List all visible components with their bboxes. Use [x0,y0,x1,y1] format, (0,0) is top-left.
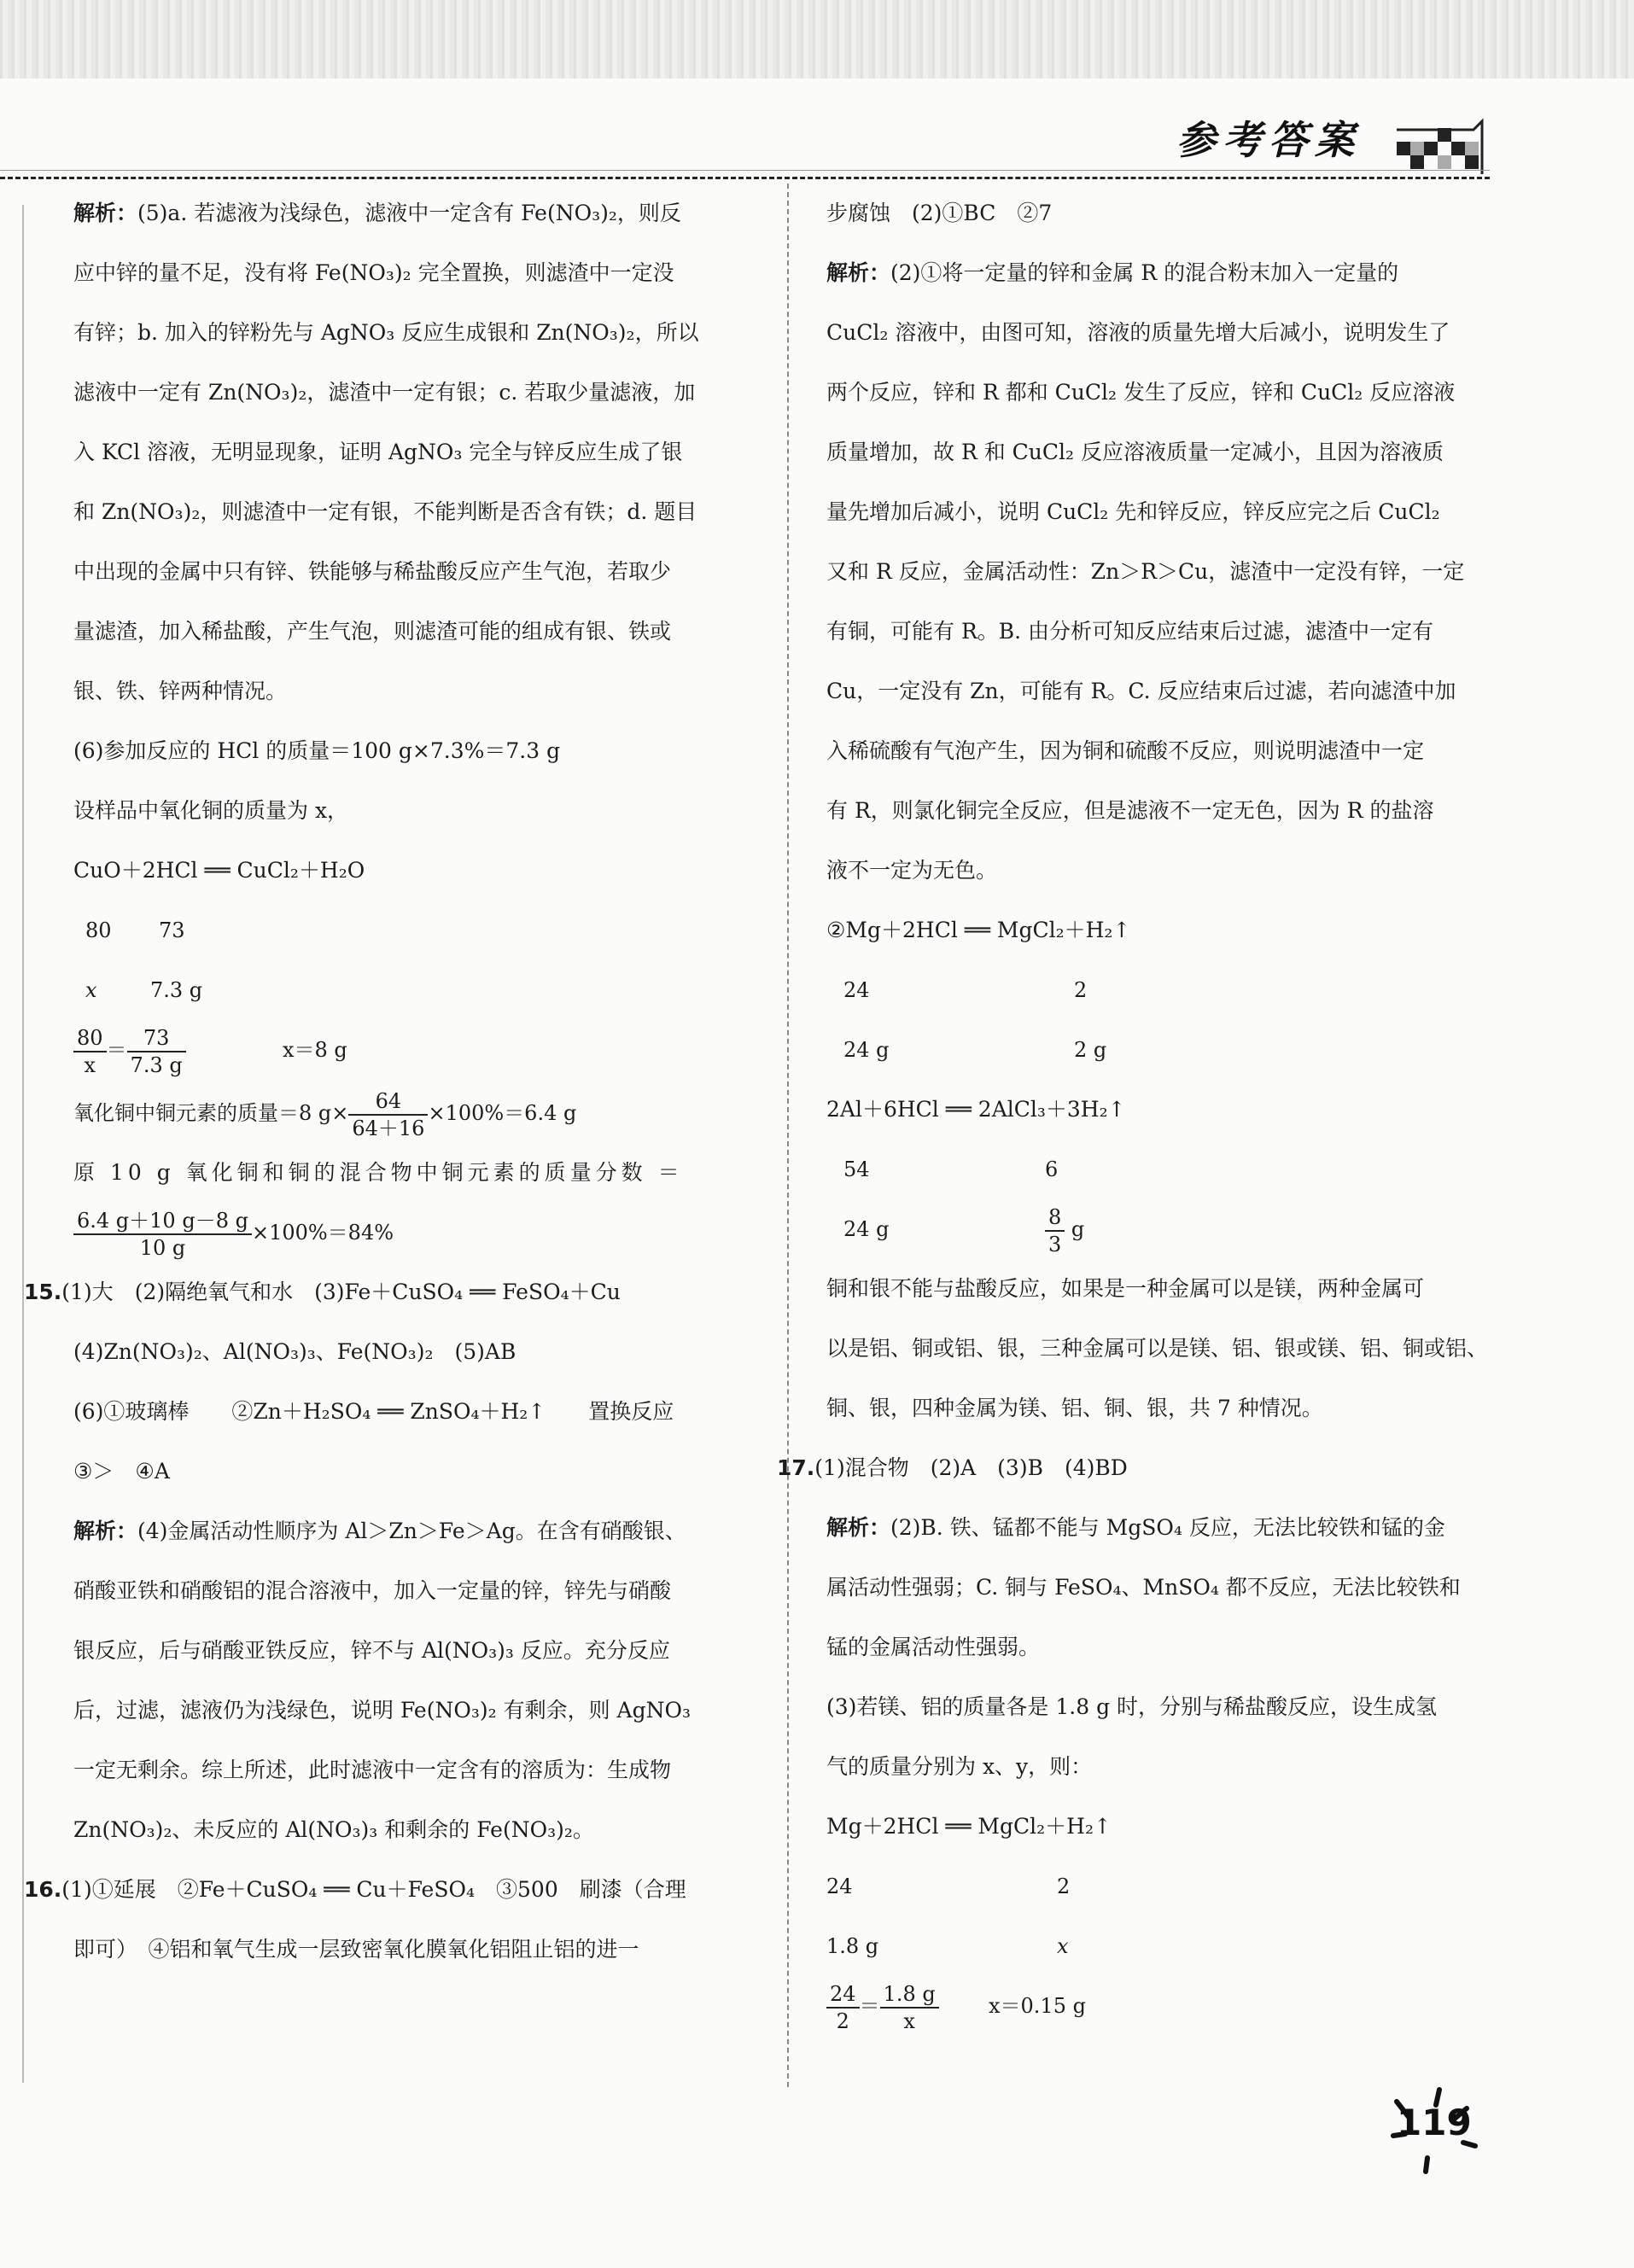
page-header-title: 参考答案 [1176,117,1361,163]
formula-row: 氧化铜中铜元素的质量＝8 g× $\frac{64}{64+16}$ ×100%＝6.4 g [73,1088,577,1140]
top-scan-band [0,0,1634,79]
answer-line: 后，过滤，滤液仍为浅绿色，说明 Fe(NO₃)₂ 有剩余，则 AgNO₃ [73,1698,691,1723]
answer-line: 以是铝、铜或铝、银，三种金属可以是镁、铝、银或镁、铝、铜或铝、 [826,1336,1489,1361]
answer-line: 步腐蚀 (2)①BC ②7 [826,201,1053,225]
checker-logo-icon [1397,113,1491,181]
answer-line: 有 R，则氯化铜完全反应，但是滤液不一定无色，因为 R 的盐溶 [826,798,1434,823]
fraction: $\frac{80}{x}$ [73,1025,107,1078]
answer-line: (6)参加反应的 HCl 的质量＝100 g×7.3%＝7.3 g [73,738,561,763]
answer-line: 一定无剩余。综上所述，此时滤液中一定含有的溶质为：生成物 [73,1758,672,1782]
equation-ratio-row: 24 2 [826,1874,1071,1898]
page-number: 119 [1397,2102,1472,2143]
answer-line: 又和 R 反应，金属活动性：Zn＞R＞Cu，滤渣中一定没有锌，一定 [826,559,1465,584]
proportion-row: $\frac{24}{2}$ ＝ $\frac{1.8 g}{x}$ x＝0.15 g [826,1976,1501,2036]
fraction: $\frac{24}{2}$ [826,1981,860,2034]
fraction: $\frac{6.4 g+10 g-8 g}{10 g}$ [73,1208,252,1261]
answer-line: 量先增加后减小，说明 CuCl₂ 先和锌反应，锌反应完之后 CuCl₂ [826,499,1440,524]
equation-ratio-row: x 7.3 g [85,978,203,1002]
equation-ratio-row: 24 2 [843,978,1088,1002]
equation-ratio-row: 54 6 [843,1157,1059,1181]
answer-line: 质量增加，故 R 和 CuCl₂ 反应溶液质量一定减小，且因为溶液质 [826,440,1444,464]
answer-line: CuCl₂ 溶液中，由图可知，溶液的质量先增大后减小，说明发生了 [826,320,1450,345]
column-divider [787,184,789,2087]
answer-line: 和 Zn(NO₃)₂，则滤渣中一定有银，不能判断是否含有铁；d. 题目 [73,499,697,524]
right-column [777,184,1501,2036]
fraction: $\frac{64}{64+16}$ [348,1088,428,1141]
equation-ratio-row: 80 73 [85,918,185,942]
answer-line: 有锌；b. 加入的锌粉先与 AgNO₃ 反应生成银和 Zn(NO₃)₂，所以 [73,320,699,345]
answer-line: 入 KCl 溶液，无明显现象，证明 AgNO₃ 完全与锌反应生成了银 [73,440,683,464]
answer-line: 有铜，可能有 R。B. 由分析可知反应结束后过滤，滤渣中一定有 [826,619,1434,644]
formula-row: $\frac{6.4 g+10 g-8 g}{10 g}$ ×100%＝84% [73,1203,756,1262]
answer-line: 解析：(5)a. 若滤液为浅绿色，滤液中一定含有 Fe(NO₃)₂，则反 [73,201,681,225]
chem-equation: Mg＋2HCl ══ MgCl₂＋H₂↑ [826,1814,1112,1839]
header-dashed-rule [0,177,1490,179]
answer-line: ③＞ ④A [73,1459,170,1484]
answer-line: (3)若镁、铝的质量各是 1.8 g 时，分别与稀盐酸反应，设生成氢 [826,1694,1438,1719]
answer-line: 铜和银不能与盐酸反应，如果是一种金属可以是镁，两种金属可 [826,1276,1425,1301]
answer-line: 原 10 g 氧化铜和铜的混合物中铜元素的质量分数 ＝ [73,1160,684,1185]
answer-line: Cu，一定没有 Zn，可能有 R。C. 反应结束后过滤，若向滤渣中加 [826,679,1456,703]
answer-line: 锰的金属活动性强弱。 [826,1635,1041,1659]
fraction: $\frac{8}{3}$ [1045,1204,1065,1257]
chem-equation: CuO＋2HCl ══ CuCl₂＋H₂O [73,858,365,883]
answer-line: 解析：(2)①将一定量的锌和金属 R 的混合粉末加入一定量的 [826,260,1399,285]
chem-equation: 2Al＋6HCl ══ 2AlCl₃＋3H₂↑ [826,1097,1126,1122]
left-margin-line [22,205,24,2083]
answer-line: 银、铁、锌两种情况。 [73,679,288,703]
answer-line: 两个反应，锌和 R 都和 CuCl₂ 发生了反应，锌和 CuCl₂ 反应溶液 [826,380,1456,405]
answer-line: 硝酸亚铁和硝酸铝的混合溶液中，加入一定量的锌，锌先与硝酸 [73,1578,672,1603]
answer-line: 即可） ④铝和氧气生成一层致密氧化膜氧化铝阻止铝的进一 [73,1937,639,1962]
answer-line: 铜、银，四种金属为镁、铝、铜、银，共 7 种情况。 [826,1396,1323,1420]
answer-line: 解析：(2)B. 铁、锰都不能与 MgSO₄ 反应，无法比较铁和锰的金 [826,1515,1445,1540]
equation-ratio-row: 1.8 g x [826,1934,1069,1958]
proportion-row: $\frac{80}{x}$ ＝ $\frac{73}{7.3 g}$ x＝8 g [73,1020,756,1080]
answer-line: 银反应，后与硝酸亚铁反应，锌不与 Al(NO₃)₃ 反应。充分反应 [73,1638,670,1663]
header-rule [0,170,1490,171]
answer-line: 入稀硫酸有气泡产生，因为铜和硫酸不反应，则说明滤渣中一定 [826,738,1425,763]
answer-line: (4)Zn(NO₃)₂、Al(NO₃)₃、Fe(NO₃)₂ (5)AB [73,1339,516,1364]
equation-ratio-row: 24 g 2 g [843,1038,1107,1062]
answer-line: 量滤渣，加入稀盐酸，产生气泡，则滤渣可能的组成有银、铁或 [73,619,672,644]
answer-line: 设样品中氧化铜的质量为 x， [73,798,349,823]
answer-line: (6)①玻璃棒 ②Zn＋H₂SO₄ ══ ZnSO₄＋H₂↑ 置换反应 [73,1399,674,1424]
answer-line: 液不一定为无色。 [826,858,998,883]
answer-line: 气的质量分别为 x、y，则： [826,1754,1093,1779]
fraction: $\frac{73}{7.3 g}$ [127,1025,186,1078]
answer-line: 中出现的金属中只有锌、铁能够与稀盐酸反应产生气泡，若取少 [73,559,672,584]
fraction: $\frac{1.8 g}{x}$ [880,1981,939,2034]
answer-line: 滤液中一定有 Zn(NO₃)₂，滤渣中一定有银；c. 若取少量滤液，加 [73,380,696,405]
answer-line: 应中锌的量不足，没有将 Fe(NO₃)₂ 完全置换，则滤渣中一定没 [73,260,674,285]
answer-line: 解析：(4)金属活动性顺序为 Al＞Zn＞Fe＞Ag。在含有硝酸银、 [73,1519,686,1543]
left-column [24,184,756,1979]
equation-ratio-row: 24 g $\frac{8}{3}$ g [826,1199,1501,1259]
chem-equation: ②Mg＋2HCl ══ MgCl₂＋H₂↑ [826,918,1131,942]
answer-line: Zn(NO₃)₂、未反应的 Al(NO₃)₃ 和剩余的 Fe(NO₃)₂。 [73,1817,594,1842]
question-15: 15.(1)大 (2)隔绝氧气和水 (3)Fe＋CuSO₄ ══ FeSO₄＋Cu [24,1280,621,1304]
question-17: 17.(1)混合物 (2)A (3)B (4)BD [777,1455,1128,1480]
question-16: 16.(1)①延展 ②Fe＋CuSO₄ ══ Cu＋FeSO₄ ③500 刷漆（合理 [24,1877,686,1902]
fraction-group: $\frac{8}{3}$ g [1045,1199,1084,1259]
answer-line: 属活动性强弱；C. 铜与 FeSO₄、MnSO₄ 都不反应，无法比较铁和 [826,1575,1461,1600]
